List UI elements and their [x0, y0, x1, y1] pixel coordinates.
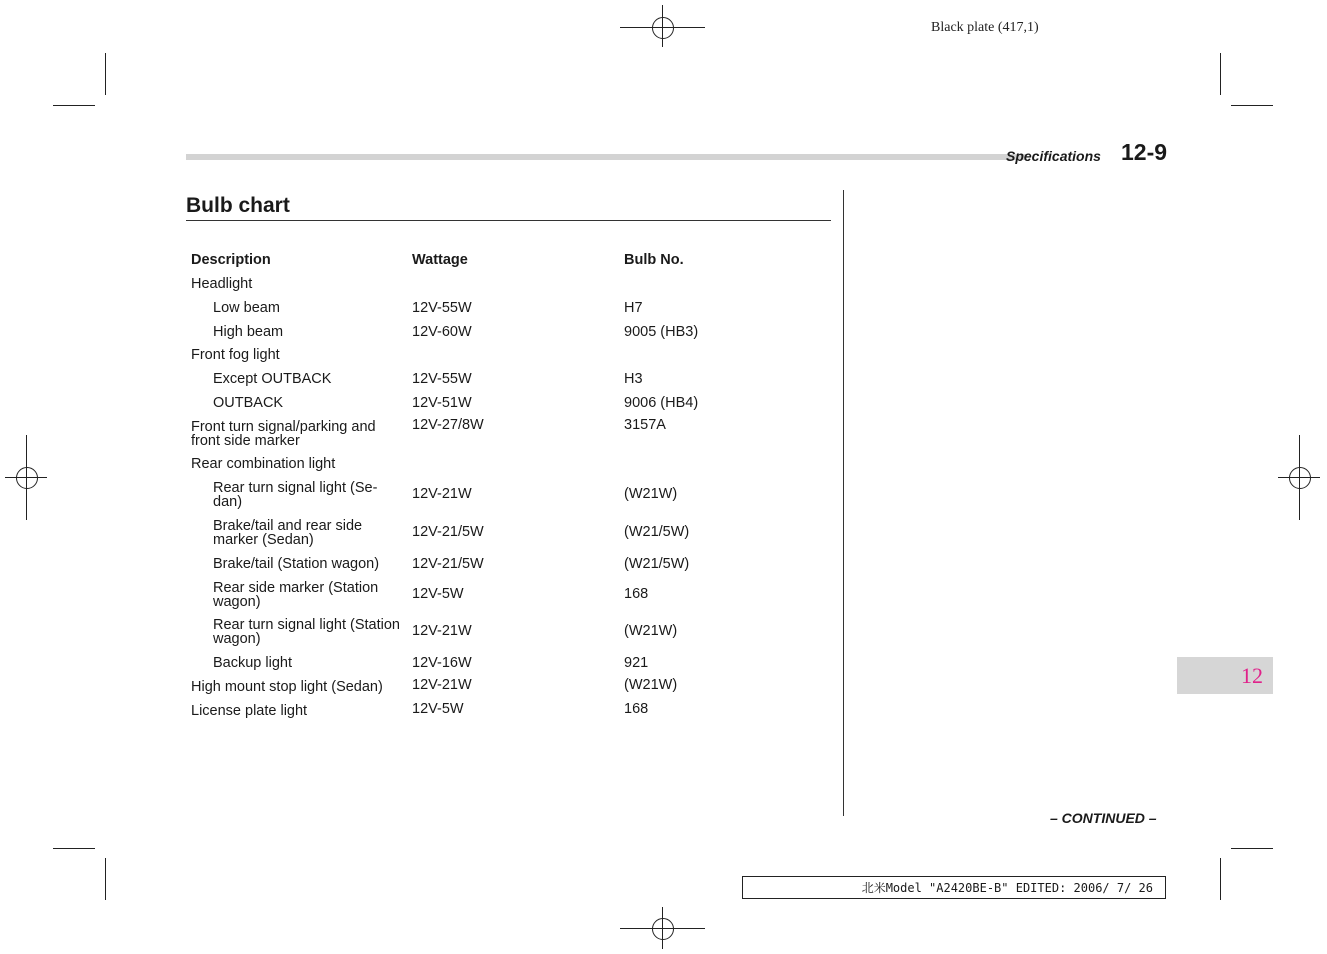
row-wattage: 12V-60W	[412, 324, 472, 340]
row-wattage: 12V-21W	[412, 623, 472, 639]
row-bulb-number: 3157A	[624, 417, 666, 433]
row-description: Front turn signal/parking and front side marker	[191, 419, 376, 449]
row-bulb-number: 9006 (HB4)	[624, 395, 699, 411]
page-number: 12-9	[1121, 139, 1168, 165]
edit-info-box	[742, 876, 1166, 899]
row-description: OUTBACK	[213, 395, 284, 411]
chapter-tab	[1177, 657, 1273, 694]
row-description: Rear turn signal light (Se-dan)	[213, 480, 378, 510]
header-bulb-number: Bulb No.	[624, 252, 684, 268]
continued-label: – CONTINUED –	[1050, 810, 1157, 826]
row-bulb-number: H3	[624, 371, 643, 387]
row-bulb-number: (W21/5W)	[624, 556, 690, 572]
header-wattage: Wattage	[412, 252, 468, 268]
row-wattage: 12V-21/5W	[412, 524, 484, 540]
title-divider	[186, 220, 831, 221]
row-bulb-number: (W21W)	[624, 623, 678, 639]
row-description: License plate light	[191, 703, 308, 719]
edit-info-text: 北米Model "A2420BE-B" EDITED: 2006/ 7/ 26	[861, 881, 1153, 895]
row-wattage: 12V-21/5W	[412, 556, 484, 572]
row-description: Rear turn signal light (Station wagon)	[213, 617, 400, 647]
row-description: High mount stop light (Sedan)	[191, 679, 383, 695]
row-description: Except OUTBACK	[213, 371, 332, 387]
header-description: Description	[191, 252, 271, 268]
section-label: Specifications	[1006, 148, 1101, 164]
row-wattage: 12V-51W	[412, 395, 472, 411]
row-wattage: 12V-5W	[412, 701, 464, 717]
column-divider	[843, 190, 844, 816]
row-description: Front fog light	[191, 347, 280, 363]
row-description: Rear combination light	[191, 456, 336, 472]
row-wattage: 12V-27/8W	[412, 417, 484, 433]
row-bulb-number: 168	[624, 586, 649, 602]
header-bar	[186, 154, 1026, 160]
row-wattage: 12V-5W	[412, 586, 464, 602]
row-wattage: 12V-55W	[412, 300, 472, 316]
row-bulb-number: (W21/5W)	[624, 524, 690, 540]
row-description: Brake/tail (Station wagon)	[213, 556, 380, 572]
row-description: Headlight	[191, 276, 253, 292]
row-bulb-number: (W21W)	[624, 677, 678, 693]
row-wattage: 12V-21W	[412, 677, 472, 693]
row-bulb-number: 9005 (HB3)	[624, 324, 699, 340]
plate-label: Black plate (417,1)	[931, 20, 1039, 35]
row-description: Rear side marker (Station wagon)	[213, 580, 379, 610]
row-wattage: 12V-21W	[412, 486, 472, 502]
row-description: Backup light	[213, 655, 292, 671]
chapter-number: 12	[1241, 663, 1263, 688]
row-bulb-number: (W21W)	[624, 486, 678, 502]
row-wattage: 12V-16W	[412, 655, 472, 671]
row-description: Low beam	[213, 300, 280, 316]
row-bulb-number: 921	[624, 655, 649, 671]
row-bulb-number: 168	[624, 701, 649, 717]
row-wattage: 12V-55W	[412, 371, 472, 387]
row-bulb-number: H7	[624, 300, 643, 316]
row-description: High beam	[213, 324, 284, 340]
row-description: Brake/tail and rear side marker (Sedan)	[213, 518, 363, 548]
page-title: Bulb chart	[186, 194, 290, 217]
